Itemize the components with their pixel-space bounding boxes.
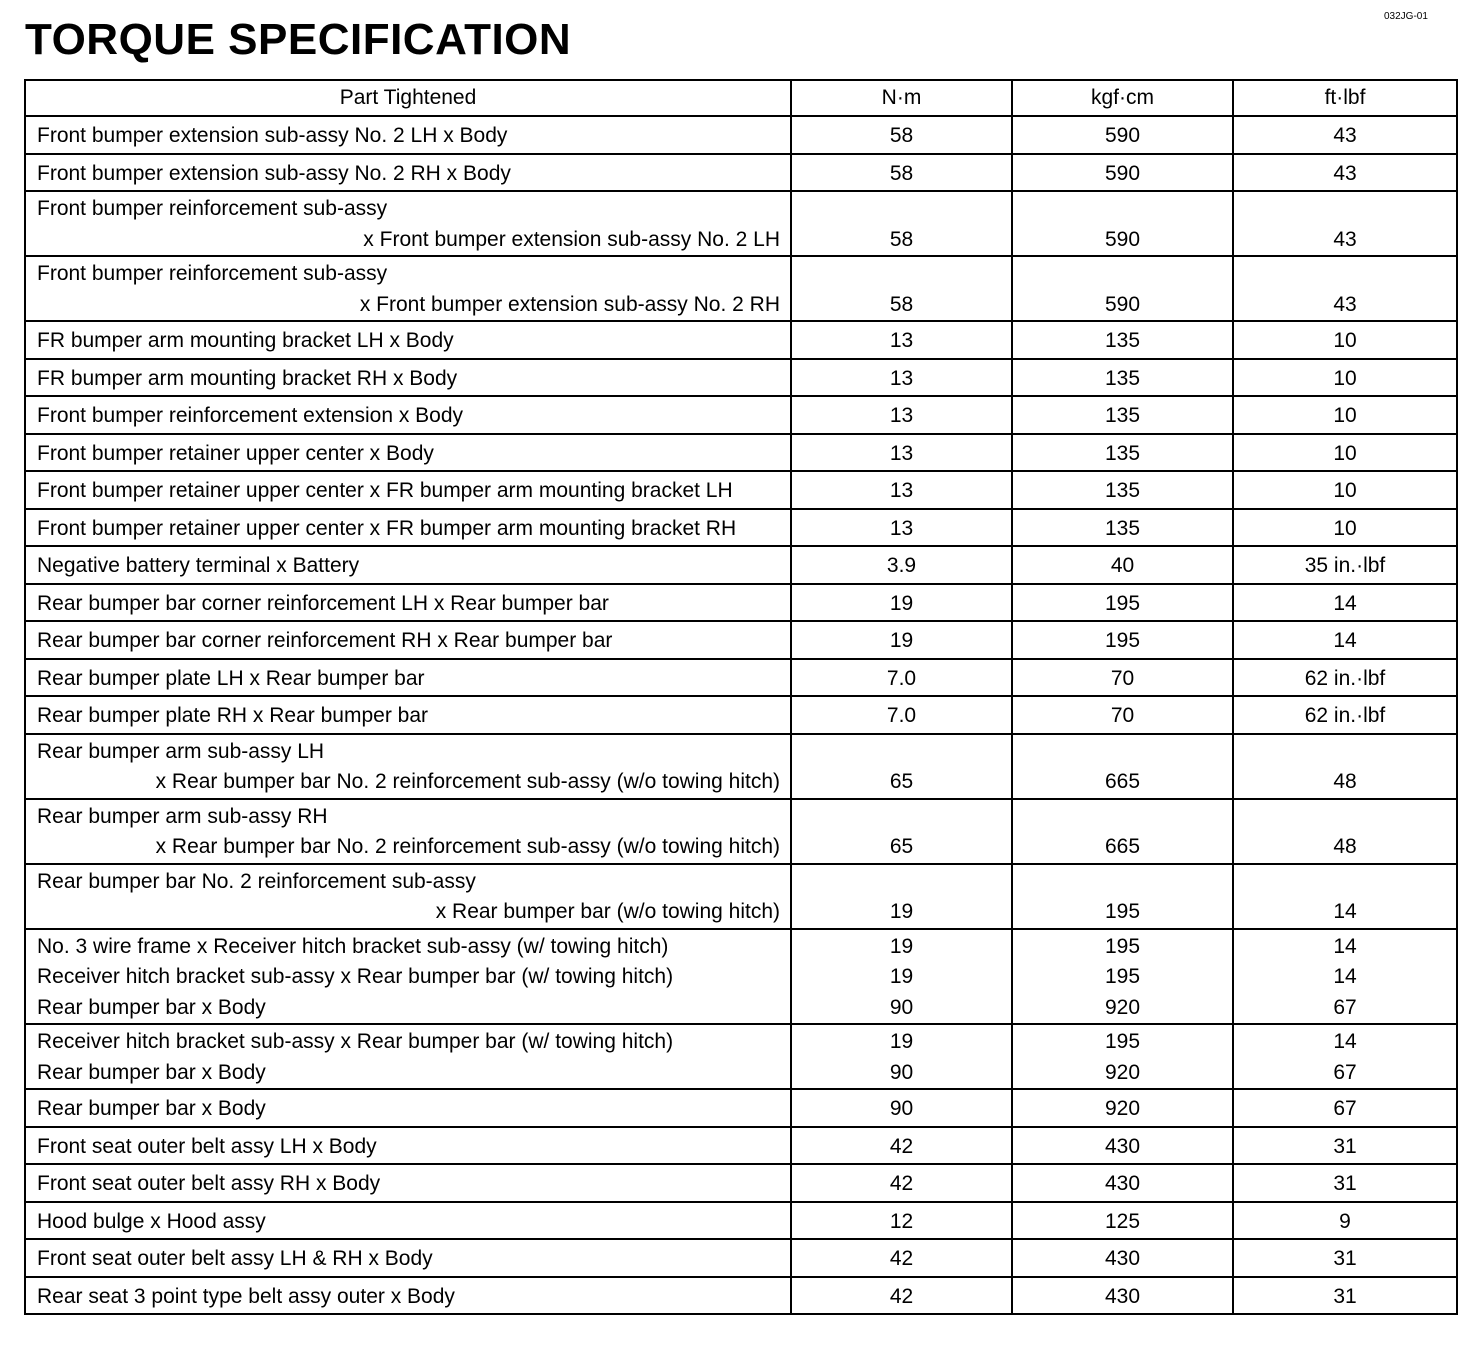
part-text: Front bumper retainer upper center x FR bumper arm mounting bracket LH (37, 479, 733, 502)
kgfcm-value: 590 (1104, 227, 1141, 251)
ftlbf-cell (1233, 116, 1457, 154)
nm-value: 42 (889, 1172, 914, 1195)
part-text: Rear bumper plate LH x Rear bumper bar (37, 666, 425, 690)
nm-cell (791, 434, 1012, 472)
table-body (25, 116, 1457, 1314)
part-cell (25, 734, 791, 799)
part-text: Rear bumper bar corner reinforcement RH x Rear bumper bar (37, 629, 613, 652)
kgfcm-cell (1012, 359, 1233, 397)
table-row (25, 256, 1457, 321)
ftlbf-cell (1233, 359, 1457, 397)
ftlbf-cell (1233, 659, 1457, 697)
part-text: x Rear bumper bar No. 2 reinforcement sub-assy (w/o towing hitch) (155, 770, 780, 793)
ftlbf-value: 35 in.·lbf (1304, 554, 1386, 577)
part-cell (25, 1089, 791, 1127)
nm-cell (791, 191, 1012, 256)
part-cell (25, 1202, 791, 1240)
table-row (25, 1239, 1457, 1277)
part-text: Receiver hitch bracket sub-assy x Rear bumper bar (w/ towing hitch) (37, 965, 674, 988)
nm-value: 19 (889, 934, 914, 958)
part-text: Rear bumper plate RH x Rear bumper bar (37, 704, 429, 727)
part-cell (25, 116, 791, 154)
nm-value: 42 (889, 1247, 914, 1270)
nm-cell (791, 256, 1012, 321)
part-text: x Front bumper extension sub-assy No. 2 LH (363, 227, 780, 251)
kgfcm-cell (1012, 191, 1233, 256)
part-text: Front seat outer belt assy LH & RH x Body (37, 1247, 433, 1270)
ftlbf-value: 14 (1333, 1030, 1357, 1053)
ftlbf-cell (1233, 434, 1457, 472)
table-row (25, 546, 1457, 584)
table-row (25, 1089, 1457, 1127)
nm-value: 19 (889, 591, 914, 615)
part-cell (25, 659, 791, 697)
ftlbf-value: 14 (1333, 965, 1357, 988)
table-row (25, 696, 1457, 734)
part-text: Rear seat 3 point type belt assy outer x Body (37, 1284, 455, 1308)
part-text: Front bumper extension sub-assy No. 2 RH x Body (37, 161, 511, 185)
nm-cell (791, 509, 1012, 547)
kgfcm-cell (1012, 1202, 1233, 1240)
kgfcm-value: 195 (1104, 900, 1141, 923)
part-text: Front seat outer belt assy RH x Body (37, 1172, 381, 1195)
ftlbf-cell (1233, 1277, 1457, 1315)
kgfcm-cell (1012, 584, 1233, 622)
part-text: Rear bumper bar x Body (37, 1097, 266, 1120)
table-header-row (25, 80, 1457, 116)
part-cell (25, 359, 791, 397)
nm-value: 42 (889, 1134, 914, 1158)
table-row (25, 1127, 1457, 1165)
kgfcm-value: 135 (1104, 404, 1141, 427)
part-text: FR bumper arm mounting bracket RH x Body (37, 366, 458, 390)
nm-value: 19 (889, 965, 914, 988)
ftlbf-cell (1233, 584, 1457, 622)
ftlbf-value: 31 (1333, 1284, 1357, 1308)
kgfcm-value: 70 (1110, 704, 1135, 727)
part-text: Front bumper extension sub-assy No. 2 LH x Body (37, 124, 508, 147)
table-row (25, 1202, 1457, 1240)
nm-value: 90 (889, 995, 914, 1019)
ftlbf-value: 10 (1333, 516, 1357, 540)
table-row (25, 471, 1457, 509)
kgfcm-value: 135 (1104, 516, 1141, 540)
part-text: Front bumper reinforcement sub-assy (37, 197, 388, 220)
part-cell (25, 864, 791, 929)
table-row (25, 434, 1457, 472)
ftlbf-value: 10 (1333, 404, 1357, 427)
ftlbf-cell (1233, 696, 1457, 734)
document-code: 032JG-01 (1384, 11, 1428, 22)
part-cell (25, 1127, 791, 1165)
ftlbf-cell (1233, 734, 1457, 799)
part-cell (25, 1164, 791, 1202)
part-cell (25, 321, 791, 359)
ftlbf-value: 67 (1333, 1060, 1357, 1084)
kgfcm-value: 430 (1104, 1134, 1141, 1158)
kgfcm-value: 40 (1110, 554, 1135, 577)
nm-cell (791, 1024, 1012, 1089)
part-text: Receiver hitch bracket sub-assy x Rear bumper bar (w/ towing hitch) (37, 1030, 674, 1053)
kgfcm-cell (1012, 256, 1233, 321)
ftlbf-value: 43 (1333, 124, 1357, 147)
nm-value: 65 (889, 770, 914, 793)
part-cell (25, 696, 791, 734)
part-text: x Front bumper extension sub-assy No. 2 RH (359, 292, 780, 316)
ftlbf-value: 10 (1333, 479, 1357, 502)
part-text: Front bumper retainer upper center x FR bumper arm mounting bracket RH (37, 516, 737, 540)
ftlbf-cell (1233, 864, 1457, 929)
table-row (25, 621, 1457, 659)
part-text: Front bumper reinforcement extension x Body (37, 404, 464, 427)
ftlbf-cell (1233, 509, 1457, 547)
nm-cell (791, 546, 1012, 584)
column-header-ftlbf: ft·lbf (1233, 80, 1457, 116)
nm-value: 58 (889, 292, 914, 316)
ftlbf-value: 43 (1333, 161, 1357, 185)
ftlbf-value: 10 (1333, 441, 1357, 465)
kgfcm-value: 135 (1104, 366, 1141, 390)
kgfcm-cell (1012, 1024, 1233, 1089)
table-row (25, 191, 1457, 256)
nm-cell (791, 799, 1012, 864)
nm-cell (791, 396, 1012, 434)
nm-value: 19 (889, 900, 914, 923)
ftlbf-value: 48 (1333, 770, 1357, 793)
kgfcm-value: 195 (1104, 1030, 1141, 1053)
kgfcm-cell (1012, 799, 1233, 864)
kgfcm-value: 135 (1104, 329, 1141, 352)
kgfcm-value: 920 (1104, 1097, 1141, 1120)
nm-cell (791, 1164, 1012, 1202)
table-row (25, 584, 1457, 622)
kgfcm-value: 125 (1104, 1209, 1141, 1233)
part-text: Rear bumper arm sub-assy LH (37, 739, 325, 763)
ftlbf-cell (1233, 191, 1457, 256)
part-text: Front bumper reinforcement sub-assy (37, 262, 388, 285)
kgfcm-value: 195 (1104, 934, 1141, 958)
nm-value: 7.0 (886, 704, 917, 727)
part-cell (25, 621, 791, 659)
table-row (25, 799, 1457, 864)
part-cell (25, 929, 791, 1025)
kgfcm-cell (1012, 1089, 1233, 1127)
table-row (25, 929, 1457, 1025)
part-cell (25, 509, 791, 547)
nm-value: 13 (889, 404, 914, 427)
kgfcm-cell (1012, 471, 1233, 509)
part-cell (25, 1277, 791, 1315)
nm-cell (791, 734, 1012, 799)
kgfcm-value: 665 (1104, 835, 1141, 858)
kgfcm-value: 430 (1104, 1172, 1141, 1195)
column-header-kgfcm: kgf·cm (1012, 80, 1233, 116)
kgfcm-value: 430 (1104, 1247, 1141, 1270)
ftlbf-value: 14 (1333, 900, 1357, 923)
nm-value: 3.9 (886, 554, 917, 577)
nm-cell (791, 659, 1012, 697)
part-text: Rear bumper bar x Body (37, 1060, 266, 1084)
part-text: Rear bumper arm sub-assy RH (37, 804, 328, 828)
kgfcm-cell (1012, 621, 1233, 659)
ftlbf-value: 67 (1333, 1097, 1357, 1120)
ftlbf-cell (1233, 1239, 1457, 1277)
part-text: FR bumper arm mounting bracket LH x Body (37, 329, 454, 352)
nm-value: 19 (889, 1030, 914, 1053)
part-text: x Rear bumper bar No. 2 reinforcement sub-assy (w/o towing hitch) (155, 835, 780, 858)
ftlbf-value: 14 (1333, 591, 1357, 615)
table-row (25, 659, 1457, 697)
nm-cell (791, 584, 1012, 622)
ftlbf-cell (1233, 546, 1457, 584)
part-cell (25, 191, 791, 256)
nm-value: 90 (889, 1097, 914, 1120)
part-text: x Rear bumper bar (w/o towing hitch) (435, 900, 780, 923)
ftlbf-value: 43 (1333, 227, 1357, 251)
table-row (25, 154, 1457, 192)
part-text: Front bumper retainer upper center x Body (37, 441, 434, 465)
table-row (25, 1164, 1457, 1202)
nm-cell (791, 154, 1012, 192)
table-row (25, 864, 1457, 929)
part-cell (25, 256, 791, 321)
kgfcm-value: 195 (1104, 591, 1141, 615)
ftlbf-value: 31 (1333, 1134, 1357, 1158)
nm-value: 58 (889, 227, 914, 251)
table-row (25, 359, 1457, 397)
kgfcm-cell (1012, 396, 1233, 434)
ftlbf-cell (1233, 799, 1457, 864)
page-title: TORQUE SPECIFICATION (25, 15, 572, 64)
ftlbf-cell (1233, 929, 1457, 1025)
ftlbf-value: 10 (1333, 366, 1357, 390)
kgfcm-cell (1012, 659, 1233, 697)
table-row (25, 509, 1457, 547)
kgfcm-cell (1012, 1127, 1233, 1165)
part-cell (25, 546, 791, 584)
ftlbf-value: 62 in.·lbf (1304, 666, 1386, 690)
nm-value: 58 (889, 161, 914, 185)
nm-cell (791, 1127, 1012, 1165)
ftlbf-cell (1233, 621, 1457, 659)
table-row (25, 734, 1457, 799)
nm-value: 90 (889, 1060, 914, 1084)
part-text: Rear bumper bar x Body (37, 995, 266, 1019)
nm-cell (791, 1202, 1012, 1240)
ftlbf-cell (1233, 1164, 1457, 1202)
table-row (25, 116, 1457, 154)
nm-value: 13 (889, 366, 914, 390)
kgfcm-value: 70 (1110, 666, 1135, 690)
kgfcm-cell (1012, 1277, 1233, 1315)
nm-cell (791, 1277, 1012, 1315)
part-cell (25, 154, 791, 192)
nm-value: 7.0 (886, 666, 917, 690)
column-header-part: Part Tightened (25, 80, 791, 116)
kgfcm-cell (1012, 1239, 1233, 1277)
part-cell (25, 1239, 791, 1277)
part-text: Hood bulge x Hood assy (37, 1209, 266, 1233)
nm-cell (791, 321, 1012, 359)
nm-value: 13 (889, 441, 914, 465)
table-row (25, 1024, 1457, 1089)
part-cell (25, 471, 791, 509)
nm-cell (791, 359, 1012, 397)
ftlbf-value: 43 (1333, 292, 1357, 316)
ftlbf-cell (1233, 321, 1457, 359)
nm-value: 13 (889, 479, 914, 502)
ftlbf-cell (1233, 154, 1457, 192)
part-text: Rear bumper bar corner reinforcement LH x Rear bumper bar (37, 591, 609, 615)
kgfcm-value: 135 (1104, 479, 1141, 502)
kgfcm-cell (1012, 434, 1233, 472)
ftlbf-value: 48 (1333, 835, 1357, 858)
part-cell (25, 584, 791, 622)
nm-cell (791, 696, 1012, 734)
nm-cell (791, 864, 1012, 929)
kgfcm-cell (1012, 546, 1233, 584)
ftlbf-value: 67 (1333, 995, 1357, 1019)
part-cell (25, 1024, 791, 1089)
kgfcm-cell (1012, 1164, 1233, 1202)
nm-value: 42 (889, 1284, 914, 1308)
table-row (25, 1277, 1457, 1315)
kgfcm-cell (1012, 509, 1233, 547)
ftlbf-value: 9 (1339, 1209, 1351, 1233)
kgfcm-value: 430 (1104, 1284, 1141, 1308)
nm-value: 12 (889, 1209, 914, 1233)
nm-value: 65 (889, 835, 914, 858)
part-cell (25, 799, 791, 864)
kgfcm-value: 590 (1104, 292, 1141, 316)
nm-cell (791, 621, 1012, 659)
kgfcm-value: 665 (1104, 770, 1141, 793)
torque-spec-table (24, 79, 1458, 1315)
ftlbf-value: 14 (1333, 934, 1357, 958)
ftlbf-cell (1233, 471, 1457, 509)
ftlbf-cell (1233, 1089, 1457, 1127)
kgfcm-cell (1012, 864, 1233, 929)
nm-value: 19 (889, 629, 914, 652)
ftlbf-value: 62 in.·lbf (1304, 704, 1386, 727)
kgfcm-value: 590 (1104, 124, 1141, 147)
kgfcm-value: 195 (1104, 629, 1141, 652)
kgfcm-value: 590 (1104, 161, 1141, 185)
column-header-nm: N·m (791, 80, 1012, 116)
nm-value: 58 (889, 124, 914, 147)
ftlbf-value: 10 (1333, 329, 1357, 352)
part-text: Negative battery terminal x Battery (37, 554, 360, 577)
ftlbf-value: 31 (1333, 1172, 1357, 1195)
nm-value: 13 (889, 516, 914, 540)
kgfcm-cell (1012, 154, 1233, 192)
kgfcm-cell (1012, 116, 1233, 154)
ftlbf-cell (1233, 1127, 1457, 1165)
ftlbf-cell (1233, 1202, 1457, 1240)
part-text: No. 3 wire frame x Receiver hitch bracket sub-assy (w/ towing hitch) (37, 934, 669, 958)
nm-cell (791, 1239, 1012, 1277)
kgfcm-value: 135 (1104, 441, 1141, 465)
kgfcm-cell (1012, 696, 1233, 734)
ftlbf-value: 14 (1333, 629, 1357, 652)
nm-cell (791, 116, 1012, 154)
nm-cell (791, 471, 1012, 509)
nm-cell (791, 929, 1012, 1025)
part-cell (25, 434, 791, 472)
nm-value: 13 (889, 329, 914, 352)
kgfcm-cell (1012, 929, 1233, 1025)
table-row (25, 396, 1457, 434)
kgfcm-cell (1012, 734, 1233, 799)
ftlbf-cell (1233, 1024, 1457, 1089)
part-text: Rear bumper bar No. 2 reinforcement sub-assy (37, 869, 476, 893)
part-cell (25, 396, 791, 434)
ftlbf-value: 31 (1333, 1247, 1357, 1270)
kgfcm-value: 920 (1104, 1060, 1141, 1084)
table-row (25, 321, 1457, 359)
ftlbf-cell (1233, 256, 1457, 321)
kgfcm-value: 920 (1104, 995, 1141, 1019)
part-text: Front seat outer belt assy LH x Body (37, 1134, 377, 1158)
ftlbf-cell (1233, 396, 1457, 434)
kgfcm-value: 195 (1104, 965, 1141, 988)
kgfcm-cell (1012, 321, 1233, 359)
nm-cell (791, 1089, 1012, 1127)
